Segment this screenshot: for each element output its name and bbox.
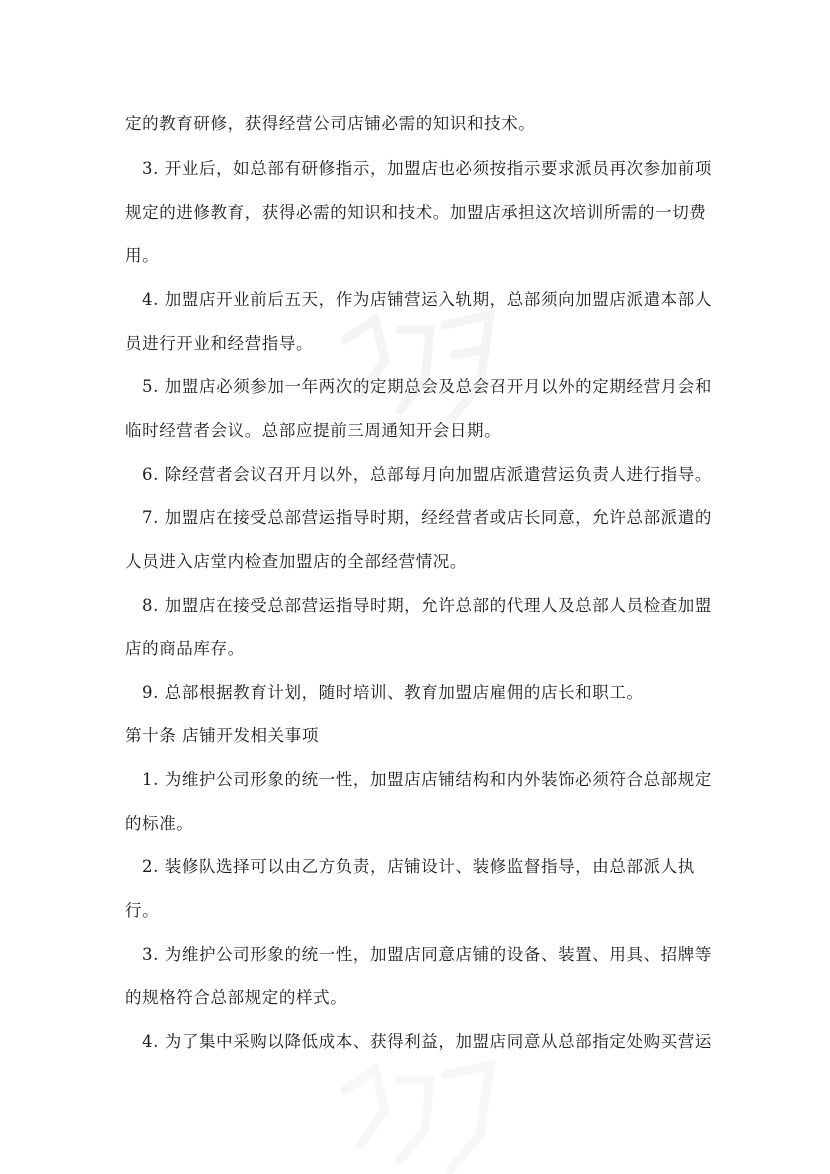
list-item-7-line-1: 7. 加盟店在接受总部营运指导时期，经经营者或店长同意，允许总部派遣的 — [142, 508, 712, 527]
list-item-4b-line-1: 4. 为了集中采购以降低成本、获得利益，加盟店同意从总部指定处购买营运 — [142, 1032, 712, 1051]
list-item-2-line-1: 2. 装修队选择可以由乙方负责，店铺设计、装修监督指导，由总部派人执 — [142, 857, 695, 876]
text-line: 临时经营者会议。总部应提前三周通知开会日期。 — [125, 421, 502, 440]
list-item-5-line-1: 5. 加盟店必须参加一年两次的定期总会及总会召开月以外的定期经营月会和 — [142, 377, 712, 396]
text-line: 定的教育研修，获得经营公司店铺必需的知识和技术。 — [125, 114, 536, 133]
text-line: 人员进入店堂内检查加盟店的全部经营情况。 — [125, 552, 467, 571]
section-heading: 第十条 店铺开发相关事项 — [125, 726, 319, 745]
text-line: 的规格符合总部规定的样式。 — [125, 988, 348, 1007]
list-item-9-line-1: 9. 总部根据教育计划，随时培训、教育加盟店雇佣的店长和职工。 — [142, 683, 644, 702]
list-item-1-line-1: 1. 为维护公司形象的统一性，加盟店店铺结构和内外装饰必须符合总部规定 — [142, 770, 712, 789]
text-line: 员进行开业和经营指导。 — [125, 334, 314, 353]
text-line: 店的商品库存。 — [125, 639, 245, 658]
list-item-6-line-1: 6. 除经营者会议召开月以外，总部每月向加盟店派遣营运负责人进行指导。 — [142, 465, 712, 484]
watermark-logo-bottom — [330, 1050, 510, 1174]
list-item-3b-line-1: 3. 为维护公司形象的统一性，加盟店同意店铺的设备、装置、用具、招牌等 — [142, 945, 712, 964]
text-line: 的标准。 — [125, 814, 194, 833]
text-line: 规定的进修教育，获得必需的知识和技术。加盟店承担这次培训所需的一切费 — [125, 203, 707, 222]
text-line: 行。 — [125, 901, 160, 920]
list-item-8-line-1: 8. 加盟店在接受总部营运指导时期，允许总部的代理人及总部人员检查加盟 — [142, 596, 712, 615]
list-item-4-line-1: 4. 加盟店开业前后五天，作为店铺营运入轨期，总部须向加盟店派遣本部人 — [142, 290, 712, 309]
text-line: 用。 — [125, 246, 160, 265]
list-item-3-line-1: 3. 开业后，如总部有研修指示，加盟店也必须按指示要求派员再次参加前项 — [142, 159, 712, 178]
